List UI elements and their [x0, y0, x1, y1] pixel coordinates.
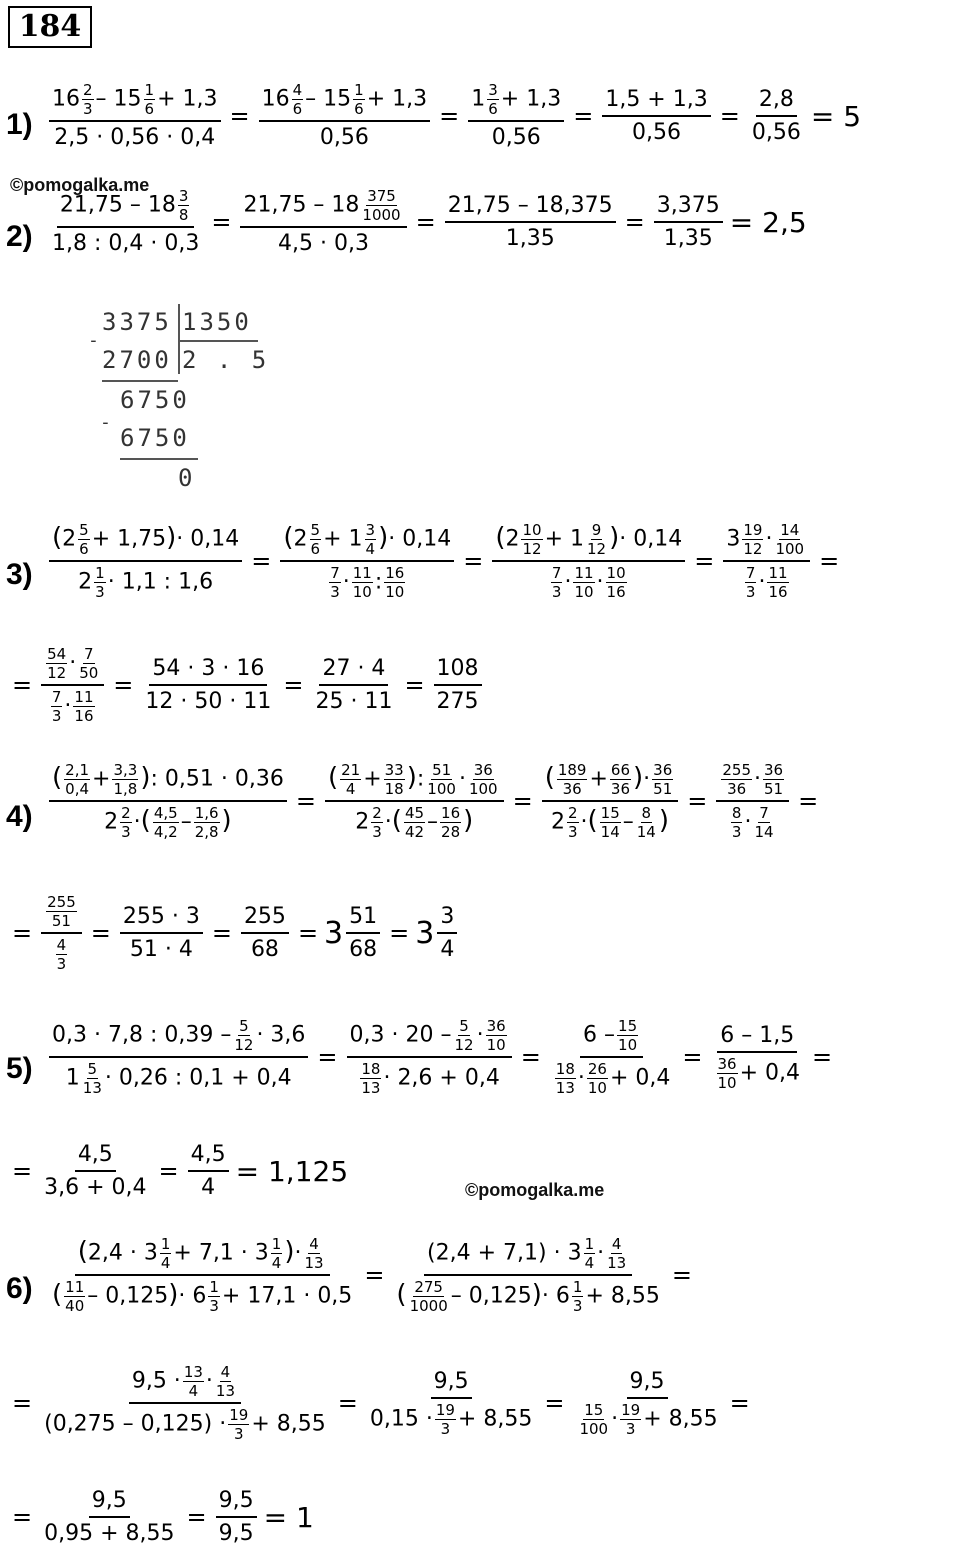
- ex3-frac-1: (2 $\frac{5}{6}$ + 1,75)· 0,14 2 $\frac{1}{3}$ · 1,1 : 1,6: [49, 522, 242, 600]
- label-1: 1): [6, 108, 33, 141]
- ex6-frac-6: $\frac{9,5}{0,95 + 8,55}$: [44, 1488, 175, 1546]
- division-final: 0: [178, 464, 196, 492]
- ex1-frac-4: $\frac{1,5 + 1,3}{0,56}$: [602, 87, 710, 145]
- ex4-frac-9: $\frac{3}{4}$: [437, 904, 457, 962]
- ex1-frac-1: 16 $\frac{2}{3}$ – 15 $\frac{1}{6}$ + 1,3 2,5 · 0,56 · 0,4: [49, 82, 221, 150]
- ex2-frac-3: $\frac{21,75 - 18,375}{1,35}$: [445, 193, 616, 251]
- exercise-4-line-2: = $\frac{\frac{255}{51}}{\frac{4}{3}}$ = $\frac{255 \cdot 3}{51 \cdot 4}$ = $\frac{255}{68}$ = 3 $\frac{51}{68}$ = 3 $\frac{3}{4}$: [6, 894, 460, 972]
- problem-number: 184: [8, 6, 92, 48]
- ex6-frac-1: (2,4 · 3 $\frac{1}{4}$ + 7,1 · 3 $\frac{1}{4}$ )· $\frac{4}{13}$ ( $\frac{11}{40}$ – 0,125)· 6 $\frac{1}{3}$ + 17,1 · 0,5: [52, 1235, 353, 1315]
- ex4-frac-3: ( $\frac{189}{36}$ + $\frac{66}{36}$ )· $\frac{36}{51}$ 2 $\frac{2}{3}$ ·( $\frac{15}{14}$ – $\frac{8}{14}$ ): [542, 762, 679, 840]
- ex3-frac-6: $\frac{54 \cdot 3 \cdot 16}{12 \cdot 50 \cdot 11}$: [145, 656, 272, 714]
- ex2-frac-1: 21,75 – 18 $\frac{3}{8}$ 1,8 : 0,4 · 0,3: [52, 187, 200, 256]
- label-5: 5): [6, 1052, 33, 1085]
- ex3-frac-8: $\frac{108}{275}$: [434, 656, 482, 714]
- label-4: 4): [6, 800, 33, 833]
- ex3-frac-2: (2 $\frac{5}{6}$ + 1 $\frac{3}{4}$ )· 0,14 $\frac{7}{3}$ · $\frac{11}{10}$ : $\frac{16}{10}$: [280, 522, 454, 600]
- label-2: 2): [6, 220, 33, 253]
- exercise-5-line-2: = $\frac{4,5}{3,6 + 0,4}$ = $\frac{4,5}{4}$ = 1,125: [12, 1142, 349, 1200]
- exercise-2: 21,75 – 18 $\frac{3}{8}$ 1,8 : 0,4 · 0,3 = 21,75 – 18 $\frac{375}{1000}$ 4,5 · 0,3 = $\frac{21,75 - 18,375}{1,35}$ = $\frac{3,375}{1,35}$ = 2,5: [46, 188, 807, 256]
- ex5-result: = 1,125: [235, 1154, 349, 1188]
- ex4-frac-6: $\frac{255 \cdot 3}{51 \cdot 4}$: [120, 904, 203, 962]
- exercise-3-line-1: (2 $\frac{5}{6}$ + 1,75)· 0,14 2 $\frac{1}{3}$ · 1,1 : 1,6 = (2 $\frac{5}{6}$ + 1 $\frac{3}{4}$ )· 0,14 $\frac{7}{3}$ · $\frac{11}{10}$ : $\frac{16}{10}$ = (2 $\frac{10}{12}$ + 1 $\frac{9}{12}$ )· 0,14 $\frac{7}{3}$ · $\frac{11}{10}$ · $\frac{10}{16}$ = 3 $\frac{19}{12}$ · $\frac{14}{100}$ $\frac{7}{3}$ · $\frac{11}{16}$ =: [46, 522, 845, 600]
- ex4-frac-7: $\frac{255}{68}$: [241, 904, 289, 962]
- ex3-frac-7: $\frac{27 \cdot 4}{25 \cdot 11}$: [315, 656, 393, 714]
- division-quotient: 2 . 5: [182, 346, 270, 374]
- division-remainder: 6750: [120, 386, 190, 414]
- division-dividend: 3375: [102, 308, 172, 336]
- exercise-1: 16 $\frac{2}{3}$ – 15 $\frac{1}{6}$ + 1,3 2,5 · 0,56 · 0,4 = 16 $\frac{4}{6}$ – 15 $\frac{1}{6}$ + 1,3 0,56 = 1 $\frac{3}{6}$ + 1,3 0,56 = $\frac{1,5 + 1,3}{0,56}$ = $\frac{2,8}{0,56}$ = 5: [46, 82, 861, 150]
- division-subtract-2: 6750: [120, 424, 190, 452]
- ex4-frac-4: $\frac{255}{36}$ · $\frac{36}{51}$ $\frac{8}{3}$ · $\frac{7}{14}$: [716, 762, 789, 840]
- ex6-frac-7: $\frac{9,5}{9,5}$: [216, 1488, 257, 1546]
- ex2-result: = 2,5: [729, 205, 807, 239]
- ex6-frac-2: (2,4 + 7,1) · 3 $\frac{1}{4}$ · $\frac{4}{13}$ ( $\frac{275}{1000}$ – 0,125)· 6 $\frac{1}{3}$ + 8,55: [396, 1235, 660, 1315]
- long-division: [88, 300, 288, 500]
- ex5-frac-2: 0,3 · 20 – $\frac{5}{12}$ · $\frac{36}{10}$ $\frac{18}{13}$ · 2,6 + 0,4: [347, 1018, 512, 1096]
- ex2-frac-2: 21,75 – 18 $\frac{375}{1000}$ 4,5 · 0,3: [240, 188, 406, 256]
- ex1-result: = 5: [810, 99, 862, 133]
- ex1-frac-5: $\frac{2,8}{0,56}$: [751, 87, 801, 145]
- ex1-frac-3: 1 $\frac{3}{6}$ + 1,3 0,56: [468, 82, 564, 150]
- exercise-6-line-3: = $\frac{9,5}{0,95 + 8,55}$ = $\frac{9,5}{9,5}$ = 1: [12, 1488, 314, 1546]
- exercise-6-line-2: = 9,5 · $\frac{13}{4}$ · $\frac{4}{13}$ (0,275 – 0,125) · $\frac{19}{3}$ + 8,55 = 9,5 0,15 · $\frac{19}{3}$ + 8,55 = 9,5 $\frac{15}{100}$ · $\frac{19}{3}$ + 8,55 =: [12, 1363, 750, 1443]
- ex1-frac-2: 16 $\frac{4}{6}$ – 15 $\frac{1}{6}$ + 1,3 0,56: [259, 82, 431, 150]
- ex5-frac-3: 6 – $\frac{15}{10}$ $\frac{18}{13}$ · $\frac{26}{10}$ + 0,4: [555, 1017, 671, 1097]
- ex3-frac-5: $\frac{54}{12}$ · $\frac{7}{50}$ $\frac{7}{3}$ · $\frac{11}{16}$: [41, 646, 104, 724]
- ex2-frac-4: $\frac{3,375}{1,35}$: [654, 193, 723, 251]
- ex6-frac-5: 9,5 $\frac{15}{100}$ · $\frac{19}{3}$ + 8,55: [579, 1369, 718, 1438]
- watermark-middle: ©pomogalka.me: [465, 1180, 605, 1200]
- ex4-frac-1: ( $\frac{2,1}{0,4}$ + $\frac{3,3}{1,8}$ ): 0,51 · 0,36 2 $\frac{2}{3}$ ·( $\frac{4,5}{4,2}$ – $\frac{1,6}{2,8}$ ): [49, 762, 287, 840]
- exercise-5-line-1: 0,3 · 7,8 : 0,39 – $\frac{5}{12}$ · 3,6 1 $\frac{5}{13}$ · 0,26 : 0,1 + 0,4 = 0,3 · 20 – $\frac{5}{12}$ · $\frac{36}{10}$ $\frac{18}{13}$ · 2,6 + 0,4 = 6 – $\frac{15}{10}$ $\frac{18}{13}$ · $\frac{26}{10}$ + 0,4 = 6 – 1,5 $\frac{36}{10}$ + 0,4 =: [46, 1018, 838, 1096]
- ex6-frac-4: 9,5 0,15 · $\frac{19}{3}$ + 8,55: [369, 1369, 533, 1438]
- exercise-4-line-1: ( $\frac{2,1}{0,4}$ + $\frac{3,3}{1,8}$ ): 0,51 · 0,36 2 $\frac{2}{3}$ ·( $\frac{4,5}{4,2}$ – $\frac{1,6}{2,8}$ ) = ( $\frac{21}{4}$ + $\frac{33}{18}$ ): $\frac{51}{100}$ · $\frac{36}{100}$ 2 $\frac{2}{3}$ ·( $\frac{45}{42}$ – $\frac{16}{28}$ ) = ( $\frac{189}{36}$ + $\frac{66}{36}$ )· $\frac{36}{51}$ 2 $\frac{2}{3}$ ·( $\frac{15}{14}$ – $\frac{8}{14}$ ) = $\frac{255}{36}$ · $\frac{36}{51}$ $\frac{8}{3}$ · $\frac{7}{14}$ =: [46, 762, 824, 840]
- ex5-frac-4: 6 – 1,5 $\frac{36}{10}$ + 0,4: [717, 1023, 801, 1092]
- ex4-frac-2: ( $\frac{21}{4}$ + $\frac{33}{18}$ ): $\frac{51}{100}$ · $\frac{36}{100}$ 2 $\frac{2}{3}$ ·( $\frac{45}{42}$ – $\frac{16}{28}$ ): [325, 762, 504, 840]
- ex5-frac-1: 0,3 · 7,8 : 0,39 – $\frac{5}{12}$ · 3,6 1 $\frac{5}{13}$ · 0,26 : 0,1 + 0,4: [49, 1018, 308, 1096]
- ex4-frac-5: $\frac{\frac{255}{51}}{\frac{4}{3}}$: [41, 894, 82, 972]
- minus-sign-2: -: [100, 412, 114, 433]
- ex3-frac-4: 3 $\frac{19}{12}$ · $\frac{14}{100}$ $\frac{7}{3}$ · $\frac{11}{16}$: [723, 522, 810, 600]
- division-divisor: 1350: [182, 308, 252, 336]
- minus-sign-1: -: [88, 330, 102, 351]
- watermark-top: ©pomogalka.me: [10, 175, 150, 195]
- exercise-6-line-1: (2,4 · 3 $\frac{1}{4}$ + 7,1 · 3 $\frac{1}{4}$ )· $\frac{4}{13}$ ( $\frac{11}{40}$ – 0,125)· 6 $\frac{1}{3}$ + 17,1 · 0,5 = (2,4 + 7,1) · 3 $\frac{1}{4}$ · $\frac{4}{13}$ ( $\frac{275}{1000}$ – 0,125)· 6 $\frac{1}{3}$ + 8,55 =: [46, 1236, 698, 1314]
- exercise-3-line-2: = $\frac{54}{12}$ · $\frac{7}{50}$ $\frac{7}{3}$ · $\frac{11}{16}$ = $\frac{54 \cdot 3 \cdot 16}{12 \cdot 50 \cdot 11}$ = $\frac{27 \cdot 4}{25 \cdot 11}$ = $\frac{108}{275}$: [6, 646, 485, 724]
- ex4-frac-8: $\frac{51}{68}$: [346, 904, 380, 962]
- ex6-frac-3: 9,5 · $\frac{13}{4}$ · $\frac{4}{13}$ (0,275 – 0,125) · $\frac{19}{3}$ + 8,55: [44, 1363, 326, 1443]
- ex6-result: = 1: [263, 1500, 314, 1534]
- label-6: 6): [6, 1272, 33, 1305]
- division-subtract-1: 2700: [102, 346, 172, 374]
- ex5-frac-6: $\frac{4,5}{4}$: [188, 1142, 229, 1200]
- label-3: 3): [6, 558, 33, 591]
- ex5-frac-5: $\frac{4,5}{3,6 + 0,4}$: [44, 1142, 147, 1200]
- ex3-frac-3: (2 $\frac{10}{12}$ + 1 $\frac{9}{12}$ )· 0,14 $\frac{7}{3}$ · $\frac{11}{10}$ · $\frac{10}{16}$: [492, 522, 685, 600]
